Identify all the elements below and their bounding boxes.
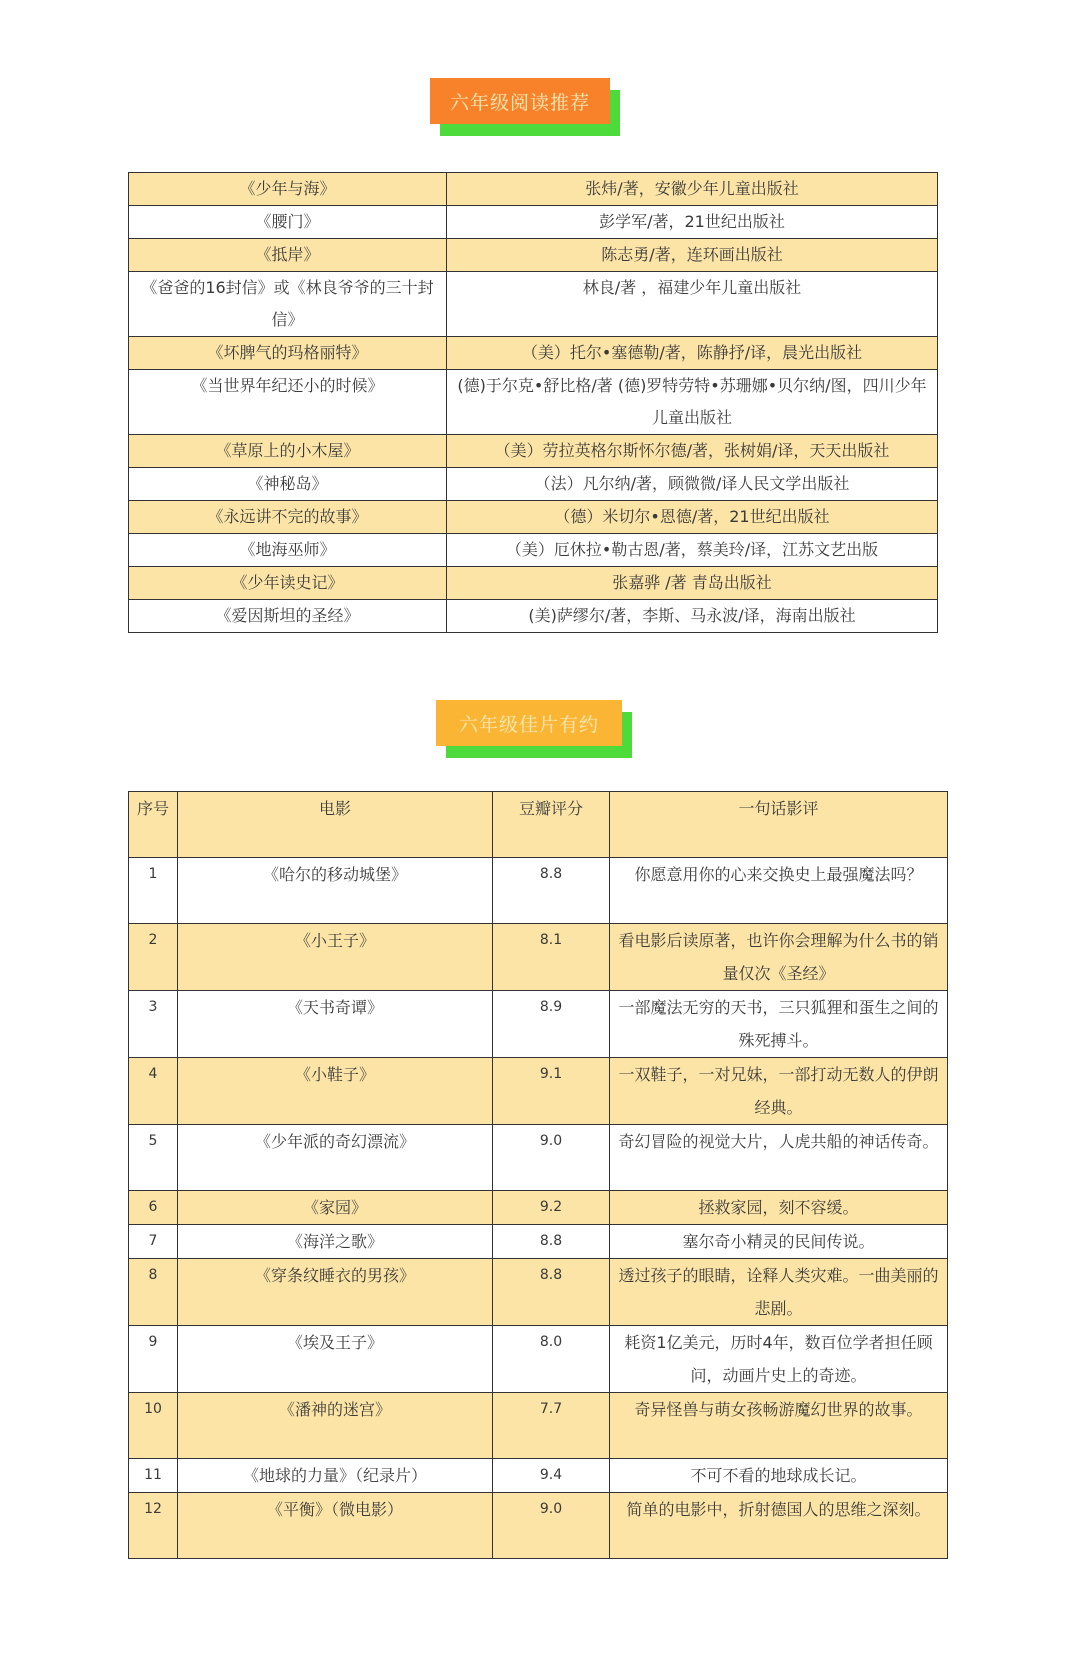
table-row — [129, 1191, 948, 1225]
table-row — [129, 858, 948, 924]
movie-no: 12 — [129, 1493, 178, 1559]
movie-table — [128, 791, 948, 1559]
movie-review: 透过孩子的眼睛，诠释人类灾难。一曲美丽的悲剧。 — [610, 1259, 948, 1326]
movie-no: 1 — [129, 858, 178, 924]
movie-no: 9 — [129, 1326, 178, 1393]
book-title: 《神秘岛》 — [129, 468, 447, 501]
table-row — [129, 1459, 948, 1493]
table-row — [129, 435, 938, 468]
movie-review: 简单的电影中，折射德国人的思维之深刻。 — [610, 1493, 948, 1559]
movie-review: 塞尔奇小精灵的民间传说。 — [610, 1225, 948, 1259]
table-row — [129, 206, 938, 239]
book-info: (德)于尔克•舒比格/著 (德)罗特劳特•苏珊娜•贝尔纳/图，四川少年儿童出版社 — [447, 370, 938, 435]
book-info: （美）厄休拉•勒古恩/著，蔡美玲/译，江苏文艺出版 — [447, 534, 938, 567]
book-info: 林良/著 ，福建少年儿童出版社 — [447, 272, 938, 337]
header-title: 电影 — [178, 792, 493, 858]
table-row — [129, 991, 948, 1058]
movie-title: 《地球的力量》（纪录片） — [178, 1459, 493, 1493]
movie-no: 7 — [129, 1225, 178, 1259]
table-row — [129, 1493, 948, 1559]
table-row — [129, 1326, 948, 1393]
movie-score: 9.4 — [493, 1459, 610, 1493]
movie-no: 8 — [129, 1259, 178, 1326]
book-info: （美）托尔•塞德勒/著，陈静抒/译，晨光出版社 — [447, 337, 938, 370]
table-row — [129, 534, 938, 567]
table-row — [129, 1225, 948, 1259]
book-title: 《少年与海》 — [129, 173, 447, 206]
movie-score: 9.0 — [493, 1493, 610, 1559]
reading-title-label: 六年级阅读推荐 — [430, 78, 610, 124]
book-title: 《草原上的小木屋》 — [129, 435, 447, 468]
movie-title: 《小鞋子》 — [178, 1058, 493, 1125]
movie-review: 一双鞋子，一对兄妹，一部打动无数人的伊朗经典。 — [610, 1058, 948, 1125]
table-row — [129, 924, 948, 991]
movie-score: 8.0 — [493, 1326, 610, 1393]
table-row — [129, 337, 938, 370]
movie-review: 奇异怪兽与萌女孩畅游魔幻世界的故事。 — [610, 1393, 948, 1459]
header-score: 豆瓣评分 — [493, 792, 610, 858]
header-no: 序号 — [129, 792, 178, 858]
movie-title: 《埃及王子》 — [178, 1326, 493, 1393]
movie-review: 奇幻冒险的视觉大片，人虎共船的神话传奇。 — [610, 1125, 948, 1191]
movie-title: 《哈尔的移动城堡》 — [178, 858, 493, 924]
movie-title: 《平衡》（微电影） — [178, 1493, 493, 1559]
table-row — [129, 1393, 948, 1459]
movie-score: 7.7 — [493, 1393, 610, 1459]
movie-title: 《小王子》 — [178, 924, 493, 991]
book-title: 《当世界年纪还小的时候》 — [129, 370, 447, 435]
movie-score: 9.2 — [493, 1191, 610, 1225]
book-info: 张嘉骅 /著 青岛出版社 — [447, 567, 938, 600]
movie-score: 8.1 — [493, 924, 610, 991]
book-info: （德）米切尔•恩德/著，21世纪出版社 — [447, 501, 938, 534]
movie-title-label: 六年级佳片有约 — [436, 700, 622, 746]
table-row — [129, 239, 938, 272]
header-review: 一句话影评 — [610, 792, 948, 858]
movie-score: 9.1 — [493, 1058, 610, 1125]
table-row — [129, 1259, 948, 1326]
book-title: 《爸爸的16封信》或《林良爷爷的三十封信》 — [129, 272, 447, 337]
movie-score: 9.0 — [493, 1125, 610, 1191]
movie-no: 5 — [129, 1125, 178, 1191]
movie-title: 《海洋之歌》 — [178, 1225, 493, 1259]
book-info: （美）劳拉英格尔斯怀尔德/著，张树娟/译，天天出版社 — [447, 435, 938, 468]
movie-no: 2 — [129, 924, 178, 991]
book-info: 陈志勇/著，连环画出版社 — [447, 239, 938, 272]
table-row — [129, 272, 938, 337]
movie-review: 不可不看的地球成长记。 — [610, 1459, 948, 1493]
book-title: 《抵岸》 — [129, 239, 447, 272]
movie-review: 一部魔法无穷的天书，三只狐狸和蛋生之间的殊死搏斗。 — [610, 991, 948, 1058]
table-row — [129, 468, 938, 501]
movie-score: 8.9 — [493, 991, 610, 1058]
movie-title: 《穿条纹睡衣的男孩》 — [178, 1259, 493, 1326]
movie-title: 《家园》 — [178, 1191, 493, 1225]
book-title: 《少年读史记》 — [129, 567, 447, 600]
movie-score: 8.8 — [493, 858, 610, 924]
movie-no: 11 — [129, 1459, 178, 1493]
book-title: 《坏脾气的玛格丽特》 — [129, 337, 447, 370]
table-row — [129, 600, 938, 633]
movie-review: 你愿意用你的心来交换史上最强魔法吗？ — [610, 858, 948, 924]
movie-title: 《天书奇谭》 — [178, 991, 493, 1058]
movie-no: 6 — [129, 1191, 178, 1225]
book-info: （法）凡尔纳/著，顾微微/译人民文学出版社 — [447, 468, 938, 501]
movie-no: 3 — [129, 991, 178, 1058]
book-info: 彭学军/著，21世纪出版社 — [447, 206, 938, 239]
book-title: 《地海巫师》 — [129, 534, 447, 567]
movie-score: 8.8 — [493, 1225, 610, 1259]
book-title: 《永远讲不完的故事》 — [129, 501, 447, 534]
movie-review: 看电影后读原著，也许你会理解为什么书的销量仅次《圣经》 — [610, 924, 948, 991]
table-row — [129, 501, 938, 534]
movie-title: 《潘神的迷宫》 — [178, 1393, 493, 1459]
table-row — [129, 1125, 948, 1191]
table-row — [129, 370, 938, 435]
table-header-row — [129, 792, 948, 858]
reading-table — [128, 172, 938, 633]
movie-review: 耗资1亿美元，历时4年，数百位学者担任顾问，动画片史上的奇迹。 — [610, 1326, 948, 1393]
movie-title: 《少年派的奇幻漂流》 — [178, 1125, 493, 1191]
table-row — [129, 173, 938, 206]
movie-no: 4 — [129, 1058, 178, 1125]
book-info: (美)萨缪尔/著，李斯、马永波/译，海南出版社 — [447, 600, 938, 633]
book-title: 《腰门》 — [129, 206, 447, 239]
movie-review: 拯救家园，刻不容缓。 — [610, 1191, 948, 1225]
table-row — [129, 567, 938, 600]
movie-no: 10 — [129, 1393, 178, 1459]
movie-score: 8.8 — [493, 1259, 610, 1326]
table-row — [129, 1058, 948, 1125]
book-info: 张炜/著，安徽少年儿童出版社 — [447, 173, 938, 206]
book-title: 《爱因斯坦的圣经》 — [129, 600, 447, 633]
